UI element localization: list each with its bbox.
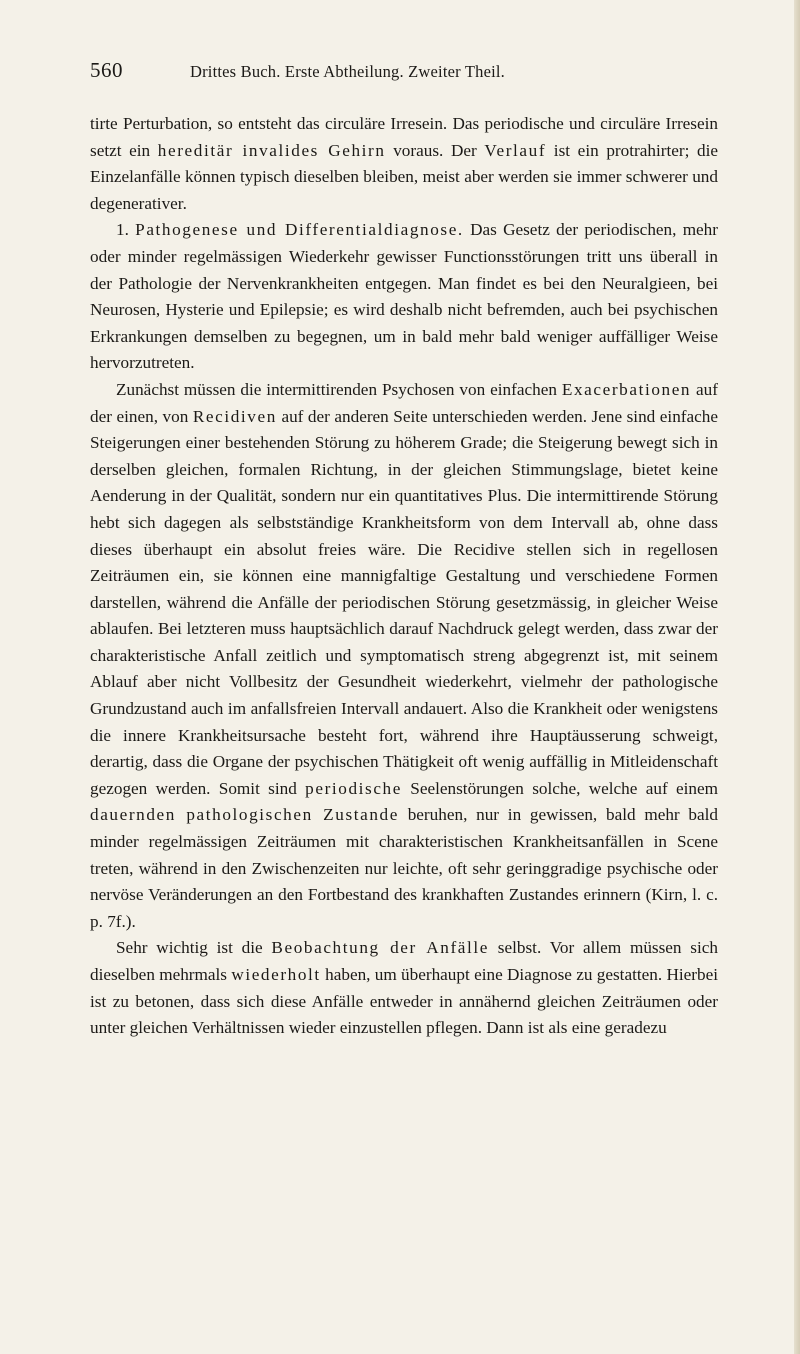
spaced-emphasis: hereditär invalides Gehirn — [157, 140, 386, 160]
text-run: ist ein protrahirter; die Einzelanfälle können typisch dieselben bleiben, meist aber werden sie immer schwerer und degenerativer. — [90, 140, 719, 213]
page-header — [90, 58, 718, 94]
text-run: Das Gesetz der periodischen, mehr oder minder regelmässigen Wiederkehr gewisser Functionsstörungen tritt uns überall in der Pathologie der Nervenkrankheiten entgegen. Man findet es bei den Neuralgieen, bei Neurosen, Hysterie und Epilepsie; es wird deshalb nicht befremden, auch bei psychischen Erkrankungen demselben zu begegnen, um in bald mehr bald weniger auffälliger Weise hervorzutreten. — [90, 220, 719, 373]
page-number: 560 — [90, 58, 123, 82]
paragraph — [90, 217, 718, 377]
text-run: Sehr wichtig ist die — [116, 938, 272, 958]
body-text — [90, 111, 718, 1042]
text-run: auf der einen, von — [90, 379, 719, 426]
spaced-emphasis: Pathogenese und Differentialdiagnose. — [135, 220, 464, 240]
paragraph — [90, 111, 718, 217]
spaced-emphasis: Beobachtung der Anfälle — [271, 938, 490, 958]
spaced-emphasis: periodische — [305, 778, 402, 798]
paragraph — [90, 935, 718, 1041]
text-run: selbst. Vor allem müssen sich dieselben mehrmals — [90, 938, 718, 984]
text-run: haben, um überhaupt eine Diagnose zu gestatten. Hierbei ist zu betonen, dass sich diese Anfälle entweder in annähernd gleichen Zeiträumen oder unter gleichen Verhältnissen wieder einzustellen pflegen. Dann ist als eine geradezu — [90, 965, 718, 1038]
text-run: auf der anderen Seite unterschieden werden. Jene sind einfache Steigerungen einer bestehenden Störung zu höherem Grade; die Steigerung bewegt sich in derselben gleichen, formalen Richtung, in der gleichen Stimmungslage, bietet keine Aenderung in der Qualität, sondern nur ein quantitatives Plus. Die intermittirende Störung hebt sich dagegen als selbstständige Krankheitsform von dem Intervall ab, ohne dass dieses überhaupt ein absolut freies wäre. Die Recidive stellen sich in regellosen Zeiträumen ein, sie können eine mannigfaltige Gestaltung und verschiedene Formen darstellen, während die Anfälle der periodischen Störung gesetzmässig, in gleicher Weise ablaufen. Bei letzteren muss hauptsächlich darauf Nachdruck gelegt werden, dass zwar der charakteristische Anfall zeitlich und symptomatisch streng abgegrenzt ist, mit seinem Ablauf aber nicht Vollbesitz der Gesundheit wiederkehrt, vielmehr der pathologische Grundzustand auch im anfallsfreien Intervall andauert. Also die Krankheit oder wenigstens die innere Krankheitsursache besteht fort, während ihre Hauptäusserung schweigt, derartig, dass die Organe der psychischen Thätigkeit oft wenig auffällig in Mitleidenschaft gezogen werden. Somit sind — [90, 406, 718, 798]
spaced-emphasis: wiederholt — [231, 965, 321, 984]
running-head: Drittes Buch. Erste Abtheilung. Zweiter Theil. — [190, 62, 505, 81]
spaced-emphasis: Verlauf — [484, 140, 547, 160]
spaced-emphasis: Recidiven — [192, 406, 277, 426]
text-run: 1. — [116, 220, 136, 240]
spaced-emphasis: dauernden pathologischen Zustande — [90, 805, 399, 825]
text-run: voraus. Der — [385, 140, 485, 160]
text-run: Seelenstörungen solche, welche auf einem — [401, 778, 718, 798]
page-edge — [794, 0, 800, 1354]
text-run: beruhen, nur in gewissen, bald mehr bald minder regelmässigen Zeiträumen mit charakteristischen Krankheitsanfällen in Scene treten, während in den Zwischenzeiten nur leichte, oft sehr geringgradige psychische oder nervöse Veränderungen an den Fortbestand des krankhaften Zustandes erinnern (Kirn, l. c. p. 7f.). — [90, 805, 718, 931]
spaced-emphasis: Exacerbationen — [561, 379, 692, 399]
text-run: tirte Perturbation, so entsteht das circuläre Irresein. Das periodische und circuläre Irresein setzt ein — [90, 114, 718, 160]
text-run: Zunächst müssen die intermittirenden Psychosen von einfachen — [116, 379, 562, 399]
paragraph — [90, 377, 718, 935]
